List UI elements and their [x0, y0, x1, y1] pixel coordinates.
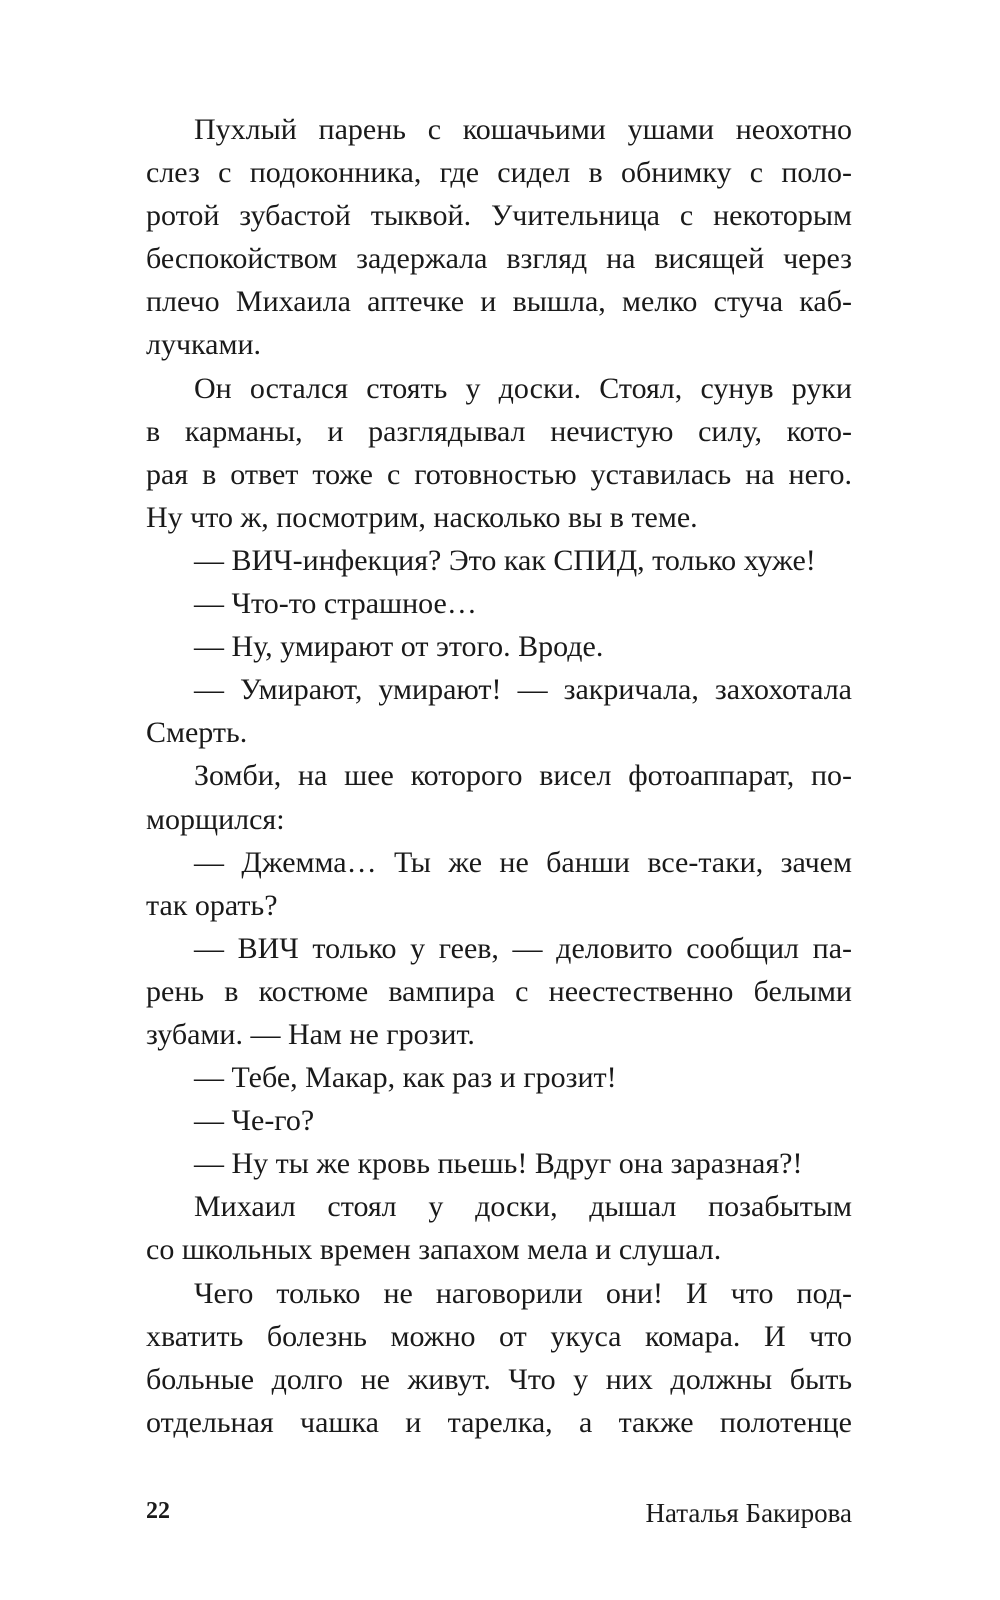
text-line: — Ну, умирают от этого. Вроде. [194, 630, 604, 664]
text-line: беспокойством задержала взгляд на висящей через [146, 242, 852, 276]
text-line: отдельная чашка и тарелка, а также полотенце [146, 1405, 852, 1439]
running-footer-author: Наталья Бакирова [645, 1498, 852, 1528]
text-line: Чего только не наговорили они! И что под- [194, 1276, 852, 1310]
text-line: со школьных времен запахом мела и слушал. [146, 1233, 722, 1267]
text-line: — ВИЧ только у геев, — деловито сообщил па- [194, 931, 852, 965]
text-line: Пухлый парень с кошачьими ушами неохотно [194, 113, 852, 146]
text-line: Зомби, на шее которого висел фотоаппарат, по- [194, 759, 852, 793]
page-footer [146, 1498, 852, 1538]
text-line: так орать? [146, 888, 278, 922]
text-line: больные долго не живут. Что у них должны быть [146, 1362, 852, 1396]
text-line: морщился: [146, 802, 285, 836]
text-line: — Что-то страшное… [194, 587, 477, 621]
text-line: рень в костюме вампира с неестественно белыми [146, 974, 852, 1008]
text-line: Он остался стоять у доски. Стоял, сунув руки [194, 371, 852, 405]
text-line: плечо Михаила аптечке и вышла, мелко стуча каб- [146, 285, 852, 319]
text-line: лучками. [146, 328, 262, 362]
text-line: ротой зубастой тыквой. Учительница с некоторым [146, 199, 852, 233]
text-line: слез с подоконника, где сидел в обнимку с поло- [146, 156, 852, 190]
text-line: — Джемма… Ты же не банши все-таки, зачем [194, 845, 852, 879]
body-text [146, 108, 852, 1444]
text-line: Михаил стоял у доски, дышал позабытым [194, 1190, 852, 1224]
text-line: — Ну ты же кровь пьешь! Вдруг она заразная?! [194, 1147, 803, 1181]
text-line: Ну что ж, посмотрим, насколько вы в теме. [146, 500, 698, 534]
text-line: — ВИЧ-инфекция? Это как СПИД, только хуже! [194, 543, 816, 577]
text-line: зубами. — Нам не грозит. [146, 1017, 475, 1051]
text-line: — Че-го? [194, 1104, 315, 1138]
text-line: — Умирают, умирают! — закричала, захохотала [194, 673, 852, 707]
text-line: Смерть. [146, 716, 248, 750]
text-line: — Тебе, Макар, как раз и грозит! [194, 1061, 617, 1095]
page-number: 22 [146, 1498, 170, 1524]
text-line: рая в ответ тоже с готовностью уставилась на него. [146, 457, 852, 491]
text-line: хватить болезнь можно от укуса комара. И что [146, 1319, 852, 1353]
text-line: в карманы, и разглядывал нечистую силу, кото- [146, 414, 852, 448]
